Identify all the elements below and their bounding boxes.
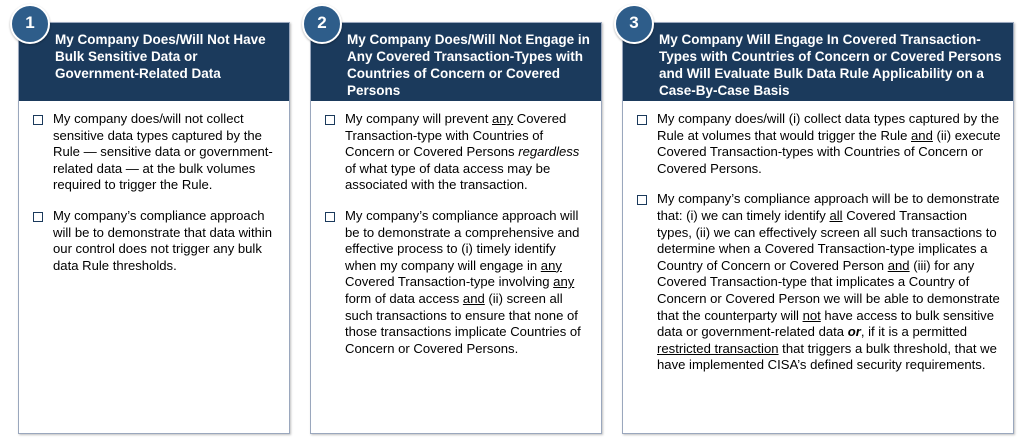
scenario-badge-3: 3 <box>614 4 654 44</box>
scenario-card-2-bullet-list <box>323 111 589 357</box>
scenario-card-3-bullet-list <box>635 111 1001 374</box>
list-item: My company’s compliance approach will be to demonstrate that: (i) we can timely identify all Covered Transaction types, (ii) we can effectively screen all such transactions to determine when a Covered Transaction-type implicates a Country of Concern or Covered Person and (iii) for any Covered Transaction-type that implicates a Country of Concern or Covered Person we will be able to demonstrate that the counterparty will not have access to bulk sensitive data or government-related data or, if it is a permitted restricted transaction that triggers a bulk threshold, that we have implemented CISA’s defined security requirements. <box>635 191 1001 374</box>
list-item: My company will prevent any Covered Transaction-type with Countries of Concern or Covered Persons regardless of what type of data access may be associated with the transaction. <box>323 111 589 194</box>
scenario-card-1-title: My Company Does/Will Not Have Bulk Sensitive Data or Government-Related Data <box>19 23 289 101</box>
scenario-card-3 <box>622 22 1014 434</box>
scenario-badge-2: 2 <box>302 4 342 44</box>
scenario-card-3-title: My Company Will Engage In Covered Transaction-Types with Countries of Concern or Covered Persons and Will Evaluate Bulk Data Rule Applicability on a Case-By-Case Basis <box>623 23 1013 101</box>
scenario-badge-1: 1 <box>10 4 50 44</box>
scenario-card-2-title: My Company Does/Will Not Engage in Any Covered Transaction-Types with Countries of Concern or Covered Persons <box>311 23 601 101</box>
list-item: My company does/will not collect sensitive data types captured by the Rule — sensitive data or government-related data — at the bulk volumes required to trigger the Rule. <box>31 111 277 194</box>
list-item: My company’s compliance approach will be to demonstrate a comprehensive and effective process to (i) timely identify when my company will engage in any Covered Transaction-type involving any form of data access and (ii) screen all such transactions to ensure that none of those transactions implicate Countries of Concern or Covered Persons. <box>323 208 589 357</box>
scenario-card-1-body <box>19 101 289 282</box>
scenario-card-2 <box>310 22 602 434</box>
scenario-card-3-body <box>623 101 1013 382</box>
scenario-card-1 <box>18 22 290 434</box>
scenario-card-1-bullet-list <box>31 111 277 274</box>
list-item: My company’s compliance approach will be to demonstrate that data within our control does not trigger any bulk data Rule thresholds. <box>31 208 277 274</box>
scenario-card-2-body <box>311 101 601 365</box>
list-item: My company does/will (i) collect data types captured by the Rule at volumes that would trigger the Rule and (ii) execute Covered Transaction-types with Countries of Concern or Covered Persons. <box>635 111 1001 177</box>
